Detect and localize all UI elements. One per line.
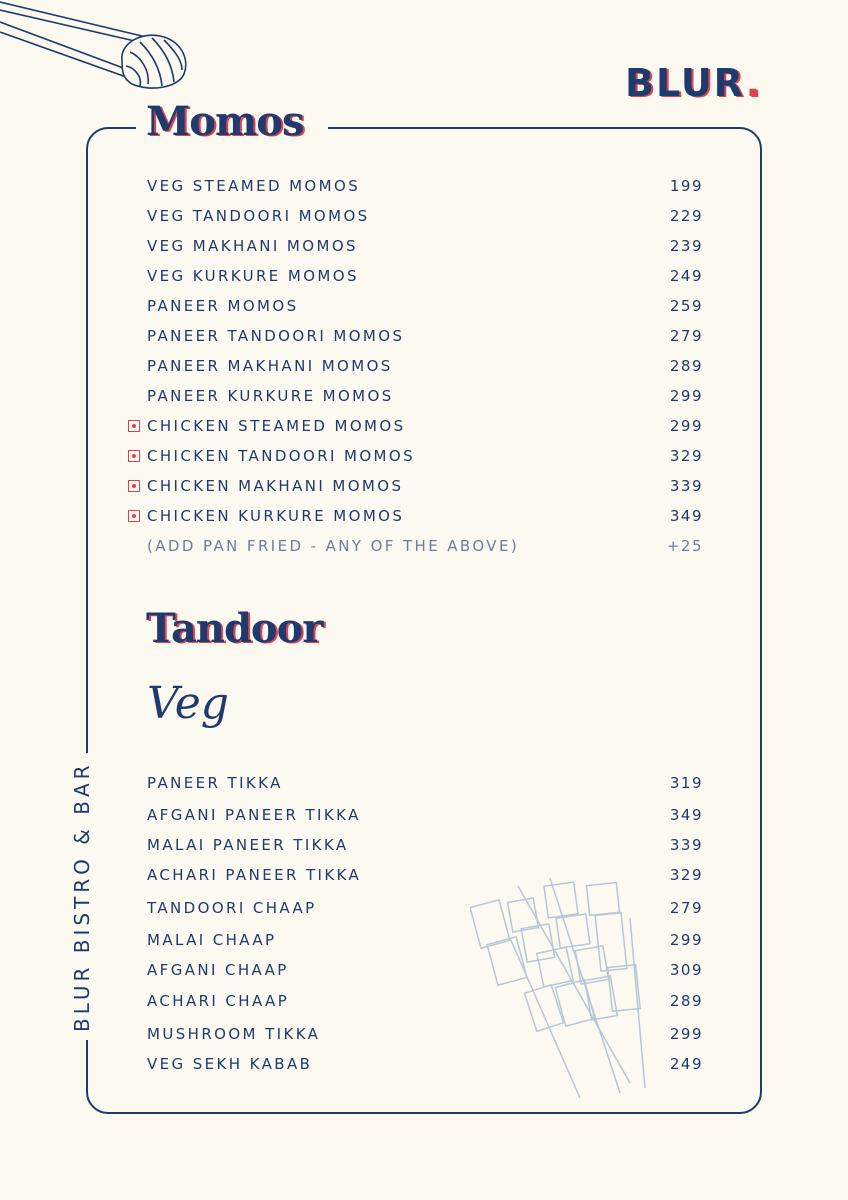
item-name: CHICKEN KURKURE MOMOS [147, 507, 405, 525]
brand-logo: BLUR. [625, 61, 763, 105]
momos-menu-item [147, 265, 703, 287]
item-name: MUSHROOM TIKKA [147, 1025, 321, 1043]
tandoor-menu-item [147, 959, 703, 981]
tandoor-menu-item [147, 834, 703, 856]
momos-menu-item [147, 445, 703, 467]
subsection-title-veg: Veg [147, 678, 229, 729]
item-price: 329 [669, 447, 703, 465]
item-price: 349 [669, 806, 703, 824]
tandoor-menu-item [147, 897, 703, 919]
tandoor-menu-item [147, 864, 703, 886]
item-name: CHICKEN TANDOORI MOMOS [147, 447, 416, 465]
pan-fried-note [147, 535, 703, 557]
item-price: 289 [669, 357, 703, 375]
momos-menu-item [147, 295, 703, 317]
momos-menu-item [147, 505, 703, 527]
item-price: 309 [669, 961, 703, 979]
momos-menu-item [147, 355, 703, 377]
item-price: 349 [669, 507, 703, 525]
item-name: AFGANI PANEER TIKKA [147, 806, 361, 824]
item-name: VEG MAKHANI MOMOS [147, 237, 358, 255]
item-name: PANEER MAKHANI MOMOS [147, 357, 393, 375]
item-price: 289 [669, 992, 703, 1010]
momos-menu-item [147, 325, 703, 347]
item-price: 339 [669, 477, 703, 495]
item-name: PANEER TIKKA [147, 774, 283, 792]
item-name: VEG KURKURE MOMOS [147, 267, 359, 285]
note-label: (ADD PAN FRIED - ANY OF THE ABOVE) [147, 537, 520, 555]
item-name: ACHARI PANEER TIKKA [147, 866, 362, 884]
item-name: ACHARI CHAAP [147, 992, 290, 1010]
item-price: 249 [669, 267, 703, 285]
item-name: MALAI CHAAP [147, 931, 277, 949]
item-name: TANDOORI CHAAP [147, 899, 317, 917]
item-name: PANEER KURKURE MOMOS [147, 387, 394, 405]
item-price: 279 [669, 327, 703, 345]
item-name: CHICKEN MAKHANI MOMOS [147, 477, 404, 495]
item-name: VEG STEAMED MOMOS [147, 177, 361, 195]
item-price: 319 [669, 774, 703, 792]
item-price: 239 [669, 237, 703, 255]
item-name: PANEER MOMOS [147, 297, 299, 315]
momos-menu-item [147, 385, 703, 407]
momos-menu-item [147, 205, 703, 227]
item-price: 299 [669, 387, 703, 405]
non-veg-icon [128, 450, 140, 462]
item-name: VEG SEKH KABAB [147, 1055, 313, 1073]
item-price: 279 [669, 899, 703, 917]
momos-menu-item [147, 475, 703, 497]
item-price: 329 [669, 866, 703, 884]
item-price: 299 [669, 931, 703, 949]
item-price: 229 [669, 207, 703, 225]
momos-menu-item [147, 415, 703, 437]
tandoor-menu-item [147, 772, 703, 794]
note-price: +25 [666, 537, 703, 555]
item-name: VEG TANDOORI MOMOS [147, 207, 370, 225]
tandoor-menu-item [147, 990, 703, 1012]
tandoor-menu-item [147, 804, 703, 826]
section-title-tandoor: Tandoor [146, 605, 323, 652]
non-veg-icon [128, 480, 140, 492]
item-price: 199 [669, 177, 703, 195]
item-price: 339 [669, 836, 703, 854]
item-name: PANEER TANDOORI MOMOS [147, 327, 405, 345]
tandoor-menu-item [147, 1023, 703, 1045]
item-name: CHICKEN STEAMED MOMOS [147, 417, 406, 435]
item-price: 249 [669, 1055, 703, 1073]
item-price: 299 [669, 417, 703, 435]
item-price: 299 [669, 1025, 703, 1043]
non-veg-icon [128, 420, 140, 432]
non-veg-icon [128, 510, 140, 522]
tandoor-menu-item [147, 929, 703, 951]
momos-menu-item [147, 175, 703, 197]
section-title-momos: Momos [146, 98, 304, 145]
momos-menu-item [147, 235, 703, 257]
side-brand-text: BLUR BISTRO & BAR [70, 753, 94, 1040]
chopsticks-momo-icon [0, 0, 200, 100]
tandoor-menu-item [147, 1053, 703, 1075]
item-name: MALAI PANEER TIKKA [147, 836, 349, 854]
item-name: AFGANI CHAAP [147, 961, 289, 979]
item-price: 259 [669, 297, 703, 315]
